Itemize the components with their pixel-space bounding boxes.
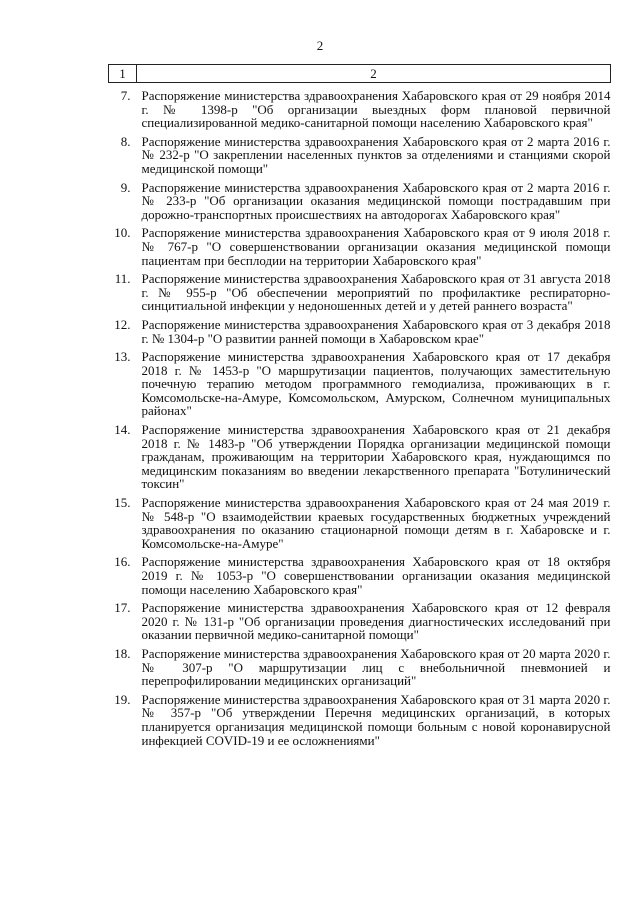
table-row <box>109 135 611 181</box>
column-header-text: 2 <box>137 65 611 83</box>
row-text: Распоряжение министерства здравоохранения Хабаровского края от 21 декабря 2018 г. № 1483-р "Об утверждении Порядка организации медицинской помощи гражданам, проживающим на территории Хабаровского края, нуждающимся по медицинским показаниям во введении лекарственного препарата "Ботулинический токсин" <box>141 422 611 492</box>
table-body <box>109 83 611 753</box>
document-table <box>108 64 611 752</box>
row-text: Распоряжение министерства здравоохранения Хабаровского края от 12 февраля 2020 г. № 131-р "Об организации проведения диагностических исследований при оказании первичной медико-санитарной помощи" <box>141 600 611 643</box>
page-number: 2 <box>316 38 324 53</box>
row-number: 12. <box>114 316 131 332</box>
row-text: Распоряжение министерства здравоохранения Хабаровского края от 18 октября 2019 г. № 1053-р "О совершенствовании организации оказания медицинской помощи населению Хабаровского края" <box>141 554 611 597</box>
table-row <box>109 83 611 135</box>
row-number: 19. <box>114 691 131 707</box>
row-number: 11. <box>114 271 131 287</box>
table-header-row <box>109 65 611 83</box>
row-number: 8. <box>120 133 131 149</box>
row-text: Распоряжение министерства здравоохранения Хабаровского края от 17 декабря 2018 г. № 1453-р "О маршрутизации пациентов, получающих заместительную почечную терапию методом программного гемодиализа, проживающих в г. Комсомольске-на-Амуре, Комсомольском, Амурском, Солнечном муниципальных районах" <box>141 349 611 419</box>
column-header-number: 1 <box>109 65 137 83</box>
row-number: 15. <box>114 495 131 511</box>
table-row <box>109 496 611 555</box>
table-row <box>109 423 611 496</box>
table-row <box>109 693 611 752</box>
table-row <box>109 181 611 227</box>
row-number: 17. <box>114 600 131 616</box>
table-row <box>109 350 611 423</box>
row-number: 16. <box>114 554 131 570</box>
table-row <box>109 601 611 647</box>
row-number: 18. <box>114 645 131 661</box>
row-number: 9. <box>120 179 131 195</box>
row-text: Распоряжение министерства здравоохранения Хабаровского края от 20 марта 2020 г. № 307-р "О маршрутизации лиц с внебольничной пневмонией и перепрофилировании медицинских организаций" <box>141 645 611 689</box>
row-number: 14. <box>114 422 131 438</box>
row-text: Распоряжение министерства здравоохранения Хабаровского края от 2 марта 2016 г. № 233-р "Об организации оказания медицинской помощи пострадавшим при дорожно-транспортных происшествиях на автодорогах Хабаровского края" <box>141 179 611 222</box>
table-row <box>109 555 611 601</box>
row-text: Распоряжение министерства здравоохранения Хабаровского края от 9 июля 2018 г. № 767-р "О совершенствовании организации оказания медицинской помощи пациентам при бесплодии на территории Хабаровского края" <box>141 225 611 268</box>
row-text: Распоряжение министерства здравоохранения Хабаровского края от 2 марта 2016 г. № 232-р "О закреплении населенных пунктов за отделениями и станциями скорой медицинской помощи" <box>141 133 611 176</box>
table-row <box>109 318 611 350</box>
row-text: Распоряжение министерства здравоохранения Хабаровского края от 29 ноября 2014 г. № 1398-р "Об организации выездных форм плановой первичной специализированной медико-санитарной помощи населению Хабаровского края" <box>141 88 611 131</box>
table-row <box>109 226 611 272</box>
row-text: Распоряжение министерства здравоохранения Хабаровского края от 31 августа 2018 г. № 955-р "Об обеспечении мероприятий по профилактике респираторно-синцитиальной инфекции у недоношенных детей и у детей раннего возраста" <box>141 271 611 314</box>
row-text: Распоряжение министерства здравоохранения Хабаровского края от 31 марта 2020 г. № 357-р "Об утверждении Перечня медицинских организаций, в которых планируется организация медицинской помощи больным с новой коронавирусной инфекцией COVID-19 и ее осложнениями" <box>141 691 611 748</box>
row-text: Распоряжение министерства здравоохранения Хабаровского края от 3 декабря 2018 г. № 1304-р "О развитии ранней помощи в Хабаровском крае" <box>141 316 611 346</box>
row-number: 13. <box>114 349 131 365</box>
row-number: 10. <box>114 225 131 241</box>
table-row <box>109 647 611 693</box>
table-row <box>109 272 611 318</box>
row-number: 7. <box>120 88 131 103</box>
row-text: Распоряжение министерства здравоохранения Хабаровского края от 24 мая 2019 г. № 548-р "О взаимодействии краевых государственных бюджетных учреждений здравоохранения по оказанию стационарной помощи детям в г. Хабаровске и г. Комсомольске-на-Амуре" <box>141 495 611 551</box>
